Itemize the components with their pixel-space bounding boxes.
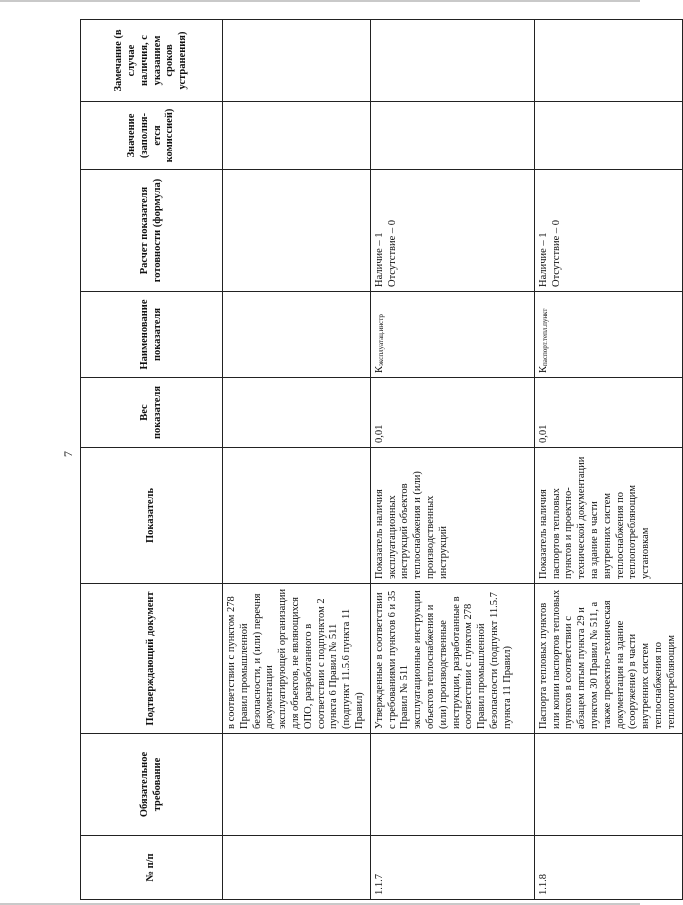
rotated-sheet xyxy=(80,20,677,900)
header-num: № п/п xyxy=(81,836,223,900)
name-sub: эксплуатац.инстр xyxy=(376,314,385,366)
header-value: Значение (заполня-ется комиссией) xyxy=(81,102,223,170)
cell-num xyxy=(223,836,371,900)
cell-required xyxy=(370,734,534,836)
header-required: Обязательное требование xyxy=(81,734,223,836)
header-row xyxy=(81,20,223,900)
cell-remark xyxy=(534,20,682,102)
cell-value xyxy=(223,102,371,170)
table-row xyxy=(370,20,534,900)
header-name: Наименование показателя xyxy=(81,292,223,378)
cell-required xyxy=(223,734,371,836)
cell-document: в соответствии с пунктом 278 Правил промышленной безопасности, и (или) перечня документации эксплуатирующей организации для объектов, не являющихся ОПО, разработанного в соответствии с подпунктом 2 пункта 6 Правил № 511 (подпункт 11.5.6 пункта 11 Правил) xyxy=(223,584,371,734)
cell-indicator: Показатель наличия паспортов тепловых пунктов и проектно-технической документации на здание в части внутренних систем теплоснабжения по теплопотребляющим установкам xyxy=(534,448,682,584)
cell-remark xyxy=(223,20,371,102)
name-main: К xyxy=(373,365,385,373)
readiness-table xyxy=(80,19,683,900)
cell-name xyxy=(534,292,682,378)
cell-value xyxy=(534,102,682,170)
cell-document: Утвержденные в соответствии с требованиями пунктов 6 и 35 Правил № 511 эксплуатационные инструкции объектов теплоснабжения и (или) производственные инструкции, разработанные в соответствии с пунктом 278 Правил промышленной безопасности (подпункт 11.5.7 пункта 11 Правил) xyxy=(370,584,534,734)
header-calc: Расчет показателя готовности (формула) xyxy=(81,170,223,292)
cell-indicator xyxy=(223,448,371,584)
calc-line-1: Наличие – 1 xyxy=(537,232,549,287)
cell-weight: 0,01 xyxy=(370,378,534,448)
header-document: Подтверждающий документ xyxy=(81,584,223,734)
header-indicator: Показатель xyxy=(81,448,223,584)
calc-line-2: Отсутствие – 0 xyxy=(386,219,398,287)
cell-weight: 0,01 xyxy=(534,378,682,448)
name-sub: паспорт.тепл.пункт xyxy=(540,308,549,366)
page-number: 7 xyxy=(61,451,75,457)
cell-required xyxy=(534,734,682,836)
cell-calc xyxy=(534,170,682,292)
cell-name xyxy=(370,292,534,378)
cell-remark xyxy=(370,20,534,102)
cell-name xyxy=(223,292,371,378)
cell-calc xyxy=(223,170,371,292)
header-remark: Замечание (в случае наличия, с указанием сроков устранения) xyxy=(81,20,223,102)
calc-line-2: Отсутствие – 0 xyxy=(550,219,562,287)
cell-num: 1.1.7 xyxy=(370,836,534,900)
cell-indicator: Показатель наличия эксплуатационных инструкций объектов теплоснабжения и (или) производственных инструкций xyxy=(370,448,534,584)
document-page xyxy=(80,20,680,900)
scan-edge-top xyxy=(0,0,640,2)
header-weight: Вес показателя xyxy=(81,378,223,448)
cell-calc xyxy=(370,170,534,292)
table-row xyxy=(223,20,371,900)
cell-num: 1.1.8 xyxy=(534,836,682,900)
table-row xyxy=(534,20,682,900)
cell-document: Паспорта тепловых пунктов или копии паспортов тепловых пунктов в соответствии с абзацем пятым пункта 29 и пунктом 30 Правил № 511, а также проектно-техническая документация на здание (сооружение) в части внутренних систем теплоснабжения по теплопотребляющим xyxy=(534,584,682,734)
cell-value xyxy=(370,102,534,170)
cell-weight xyxy=(223,378,371,448)
name-main: К xyxy=(537,365,549,373)
calc-line-1: Наличие – 1 xyxy=(373,232,385,287)
